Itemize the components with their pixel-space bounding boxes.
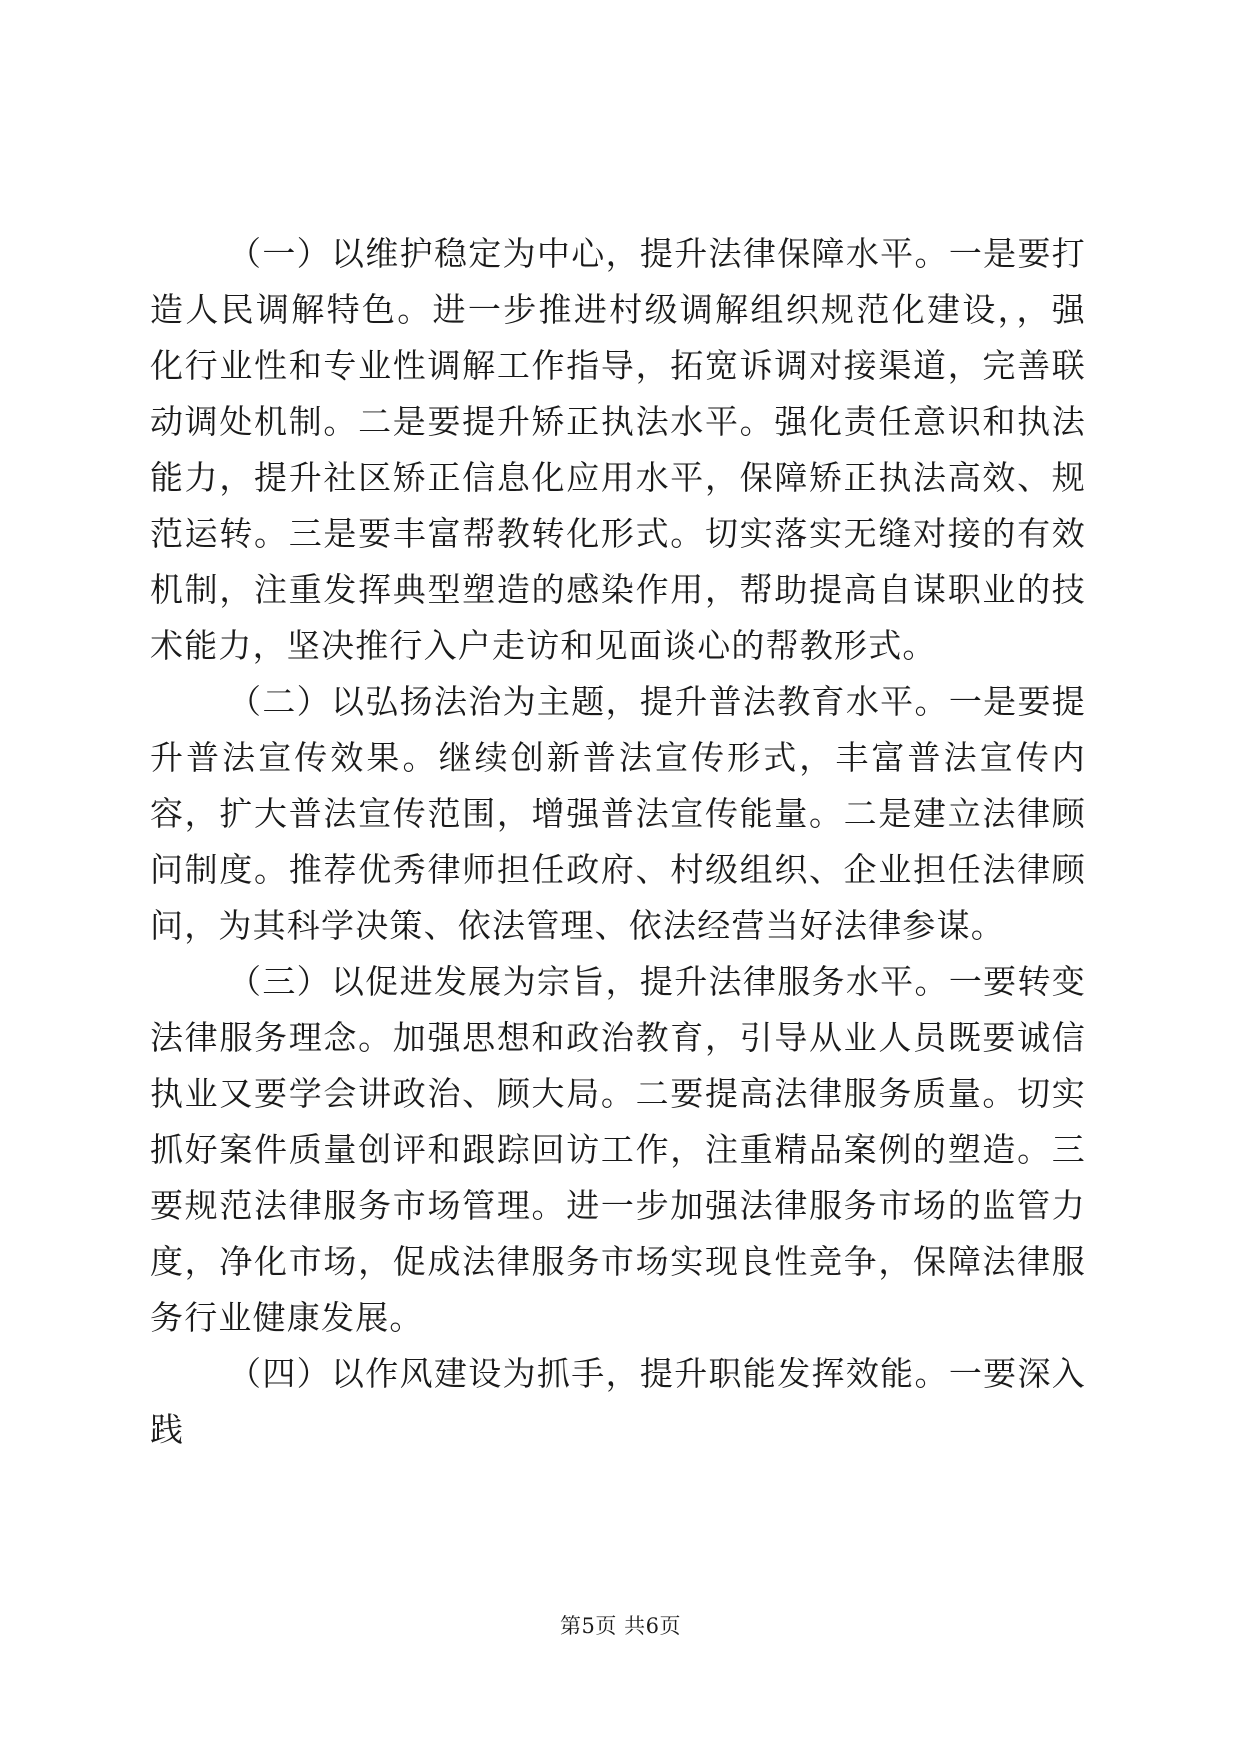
paragraph-3: （三）以促进发展为宗旨，提升法律服务水平。一要转变法律服务理念。加强思想和政治教育，引导从业人员既要诚信执业又要学会讲政治、顾大局。二要提高法律服务质量。切实抓好案件质量创评和跟踪回访工作，注重精品案例的塑造。三要规范法律服务市场管理。进一步加强法律服务市场的监管力度，净化市场，促成法律服务市场实现良性竞争，保障法律服务行业健康发展。	[150, 962, 1086, 1337]
paragraph-1: （一）以维护稳定为中心，提升法律保障水平。一是要打造人民调解特色。进一步推进村级调解组织规范化建设，，强化行业性和专业性调解工作指导，拓宽诉调对接渠道，完善联动调处机制。二是要提升矫正执法水平。强化责任意识和执法能力，提升社区矫正信息化应用水平，保障矫正执法高效、规范运转。三是要丰富帮教转化形式。切实落实无缝对接的有效机制，注重发挥典型塑造的感染作用，帮助提高自谋职业的技术能力，坚决推行入户走访和见面谈心的帮教形式。	[150, 234, 1086, 665]
document-body	[150, 226, 1086, 1458]
paragraph-2: （二）以弘扬法治为主题，提升普法教育水平。一是要提升普法宣传效果。继续创新普法宣传形式，丰富普法宣传内容，扩大普法宣传范围，增强普法宣传能量。二是建立法律顾问制度。推荐优秀律师担任政府、村级组织、企业担任法律顾问，为其科学决策、依法管理、依法经营当好法律参谋。	[150, 682, 1086, 945]
paragraph-4: （四）以作风建设为抓手，提升职能发挥效能。一要深入践	[150, 1354, 1086, 1449]
page-footer: 第5页 共6页	[560, 1614, 681, 1638]
